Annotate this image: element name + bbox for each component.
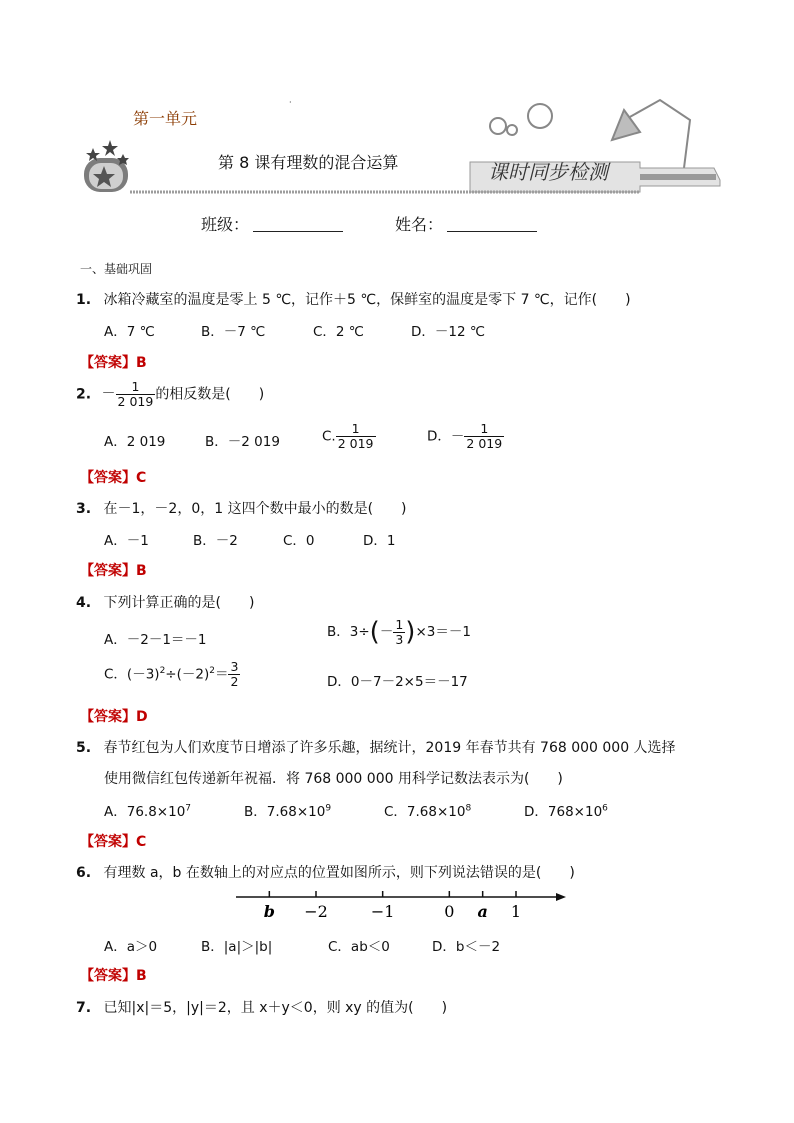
question-number: 5.: [76, 740, 92, 756]
q3-option-c: C．0: [283, 533, 315, 549]
question-5: [76, 737, 676, 757]
question-text: 在－1，－2，0，1 这四个数中最小的数是( ): [103, 501, 407, 517]
q6-option-b: B．|a|＞|b|: [201, 939, 273, 955]
question-7: [76, 997, 447, 1017]
answer-value: D: [136, 709, 148, 725]
fraction-numerator: 1: [395, 616, 404, 632]
question-6: [76, 862, 575, 882]
question-4: [76, 592, 254, 612]
q1-option-d: D．－12 ℃: [411, 324, 486, 340]
question-3: [76, 498, 407, 518]
q6-option-c: C．ab＜0: [328, 939, 390, 955]
exponent: 7: [185, 803, 192, 814]
question-1: [76, 289, 631, 309]
answer-value: C: [136, 834, 147, 850]
q4-option-d: D．0－7－2×5＝－17: [327, 674, 468, 690]
option-text: A．76.8×10: [104, 804, 186, 820]
option-letter: D．－: [427, 428, 465, 445]
option-text: D．768×10: [524, 804, 603, 820]
q3-option-a: A．－1: [104, 533, 149, 549]
q3-option-b: B．－2: [193, 533, 238, 549]
question-text: 春节红包为人们欢度节日增添了许多乐趣，据统计，2019 年春节共有 768 000 000 人选择: [103, 740, 676, 756]
q4-option-a: A．－2－1＝－1: [104, 632, 207, 648]
option-letter: C.: [322, 428, 336, 445]
number-line-label: 0: [444, 902, 455, 921]
q4-option-c: [104, 660, 240, 689]
answer-5: [80, 831, 146, 851]
q2-option-a: A．2 019: [104, 434, 166, 450]
question-number: 3.: [76, 501, 92, 517]
minus-sign: －: [379, 624, 394, 640]
fraction: [228, 660, 240, 689]
number-line-label: −1: [370, 902, 395, 921]
brand-title: 课时同步检测: [488, 160, 608, 184]
fraction-numerator: 1: [131, 379, 140, 394]
question-number: 1.: [76, 292, 92, 308]
exponent: 2: [209, 665, 215, 676]
fraction: [393, 618, 405, 647]
fraction-numerator: 3: [230, 659, 239, 674]
answer-value: B: [136, 968, 147, 984]
q2-option-d: [427, 422, 504, 451]
q5-option-b: [244, 800, 331, 820]
q4-option-b: [327, 617, 471, 647]
answer-6: [80, 965, 147, 985]
answer-label: 【答案】: [80, 968, 136, 984]
answer-label: 【答案】: [80, 355, 136, 371]
option-text: B．3÷: [327, 624, 370, 640]
fraction: [116, 380, 156, 409]
fraction-numerator: 1: [480, 421, 489, 436]
question-number: 6.: [76, 865, 92, 881]
answer-4: [80, 706, 148, 726]
number-line-label: a: [477, 902, 488, 921]
option-text: C．7.68×10: [384, 804, 466, 820]
q5-option-a: [104, 800, 191, 820]
exponent: 2: [159, 665, 166, 676]
class-blank[interactable]: [253, 217, 343, 232]
fraction: [464, 422, 504, 451]
q6-option-d: D．b＜－2: [432, 939, 501, 955]
fraction-denominator: 3: [395, 631, 404, 647]
answer-label: 【答案】: [80, 709, 136, 725]
fraction-denominator: 2 019: [466, 435, 503, 451]
name-label: 姓名：: [395, 215, 444, 234]
q1-option-b: B．－7 ℃: [201, 324, 266, 340]
banner-graphic: [0, 0, 794, 210]
exponent: 9: [325, 803, 332, 814]
exponent: 6: [602, 803, 608, 814]
fraction-numerator: 1: [351, 421, 360, 436]
number-line: [0, 885, 794, 925]
name-blank[interactable]: [447, 217, 537, 232]
answer-label: 【答案】: [80, 834, 136, 850]
number-line-label: b: [263, 902, 275, 921]
section-title: 一、基础巩固: [80, 262, 153, 276]
answer-label: 【答案】: [80, 470, 136, 486]
question-2: [76, 380, 264, 409]
q1-option-a: A．7 ℃: [104, 324, 155, 340]
question-text: 已知|x|＝5，|y|＝2，且 x＋y＜0，则 xy 的值为( ): [103, 1000, 448, 1016]
answer-value: B: [136, 355, 147, 371]
question-number: 2.: [76, 386, 92, 403]
q2-option-c: [322, 422, 376, 451]
q5-option-d: [524, 800, 608, 820]
option-text: B．7.68×10: [244, 804, 326, 820]
class-label: 班级：: [201, 215, 250, 234]
question-text: 冰箱冷藏室的温度是零上 5 ℃，记作＋5 ℃，保鲜室的温度是零下 7 ℃，记作( ): [103, 292, 631, 308]
question-number: 7.: [76, 1000, 92, 1016]
answer-1: [80, 352, 147, 372]
number-line-label: 1: [510, 902, 522, 921]
fraction-denominator: 2 019: [117, 393, 154, 409]
exponent: 8: [465, 803, 472, 814]
q1-option-c: C．2 ℃: [313, 324, 364, 340]
answer-value: C: [136, 470, 147, 486]
answer-label: 【答案】: [80, 563, 136, 579]
question-5-line2: 使用微信红包传递新年祝福．将 768 000 000 用科学记数法表示为( ): [104, 771, 563, 787]
left-paren: (: [369, 617, 380, 647]
answer-3: [80, 560, 147, 580]
option-text: C．(－3): [104, 666, 160, 683]
question-sign: －: [101, 386, 116, 403]
right-paren: ): [405, 617, 416, 647]
equals-sign: ＝: [214, 666, 229, 683]
decor-dot: ·: [289, 98, 292, 107]
page-title: 第 8 课有理数的混合运算: [218, 153, 399, 172]
number-line-arrow-icon: [556, 893, 566, 901]
q2-option-b: B．－2 019: [205, 434, 280, 450]
fraction-denominator: 2: [230, 673, 239, 689]
answer-value: B: [136, 563, 147, 579]
star-badge-icon: [84, 140, 129, 192]
number-line-label: −2: [304, 902, 328, 921]
option-text: ÷(－2): [165, 666, 210, 683]
question-text: 的相反数是( ): [155, 386, 265, 403]
fraction: [336, 422, 376, 451]
unit-label: 第一单元: [133, 109, 198, 128]
q3-option-d: D．1: [363, 533, 396, 549]
q5-option-c: [384, 800, 471, 820]
q6-option-a: A．a＞0: [104, 939, 158, 955]
question-text: 有理数 a，b 在数轴上的对应点的位置如图所示，则下列说法错误的是( ): [103, 865, 575, 881]
question-text: 下列计算正确的是( ): [103, 595, 255, 611]
fraction-denominator: 2 019: [337, 435, 374, 451]
option-text: ×3＝－1: [415, 624, 471, 640]
name-field: [395, 212, 537, 235]
class-field: [201, 212, 343, 235]
question-number: 4.: [76, 595, 92, 611]
answer-2: [80, 467, 146, 487]
